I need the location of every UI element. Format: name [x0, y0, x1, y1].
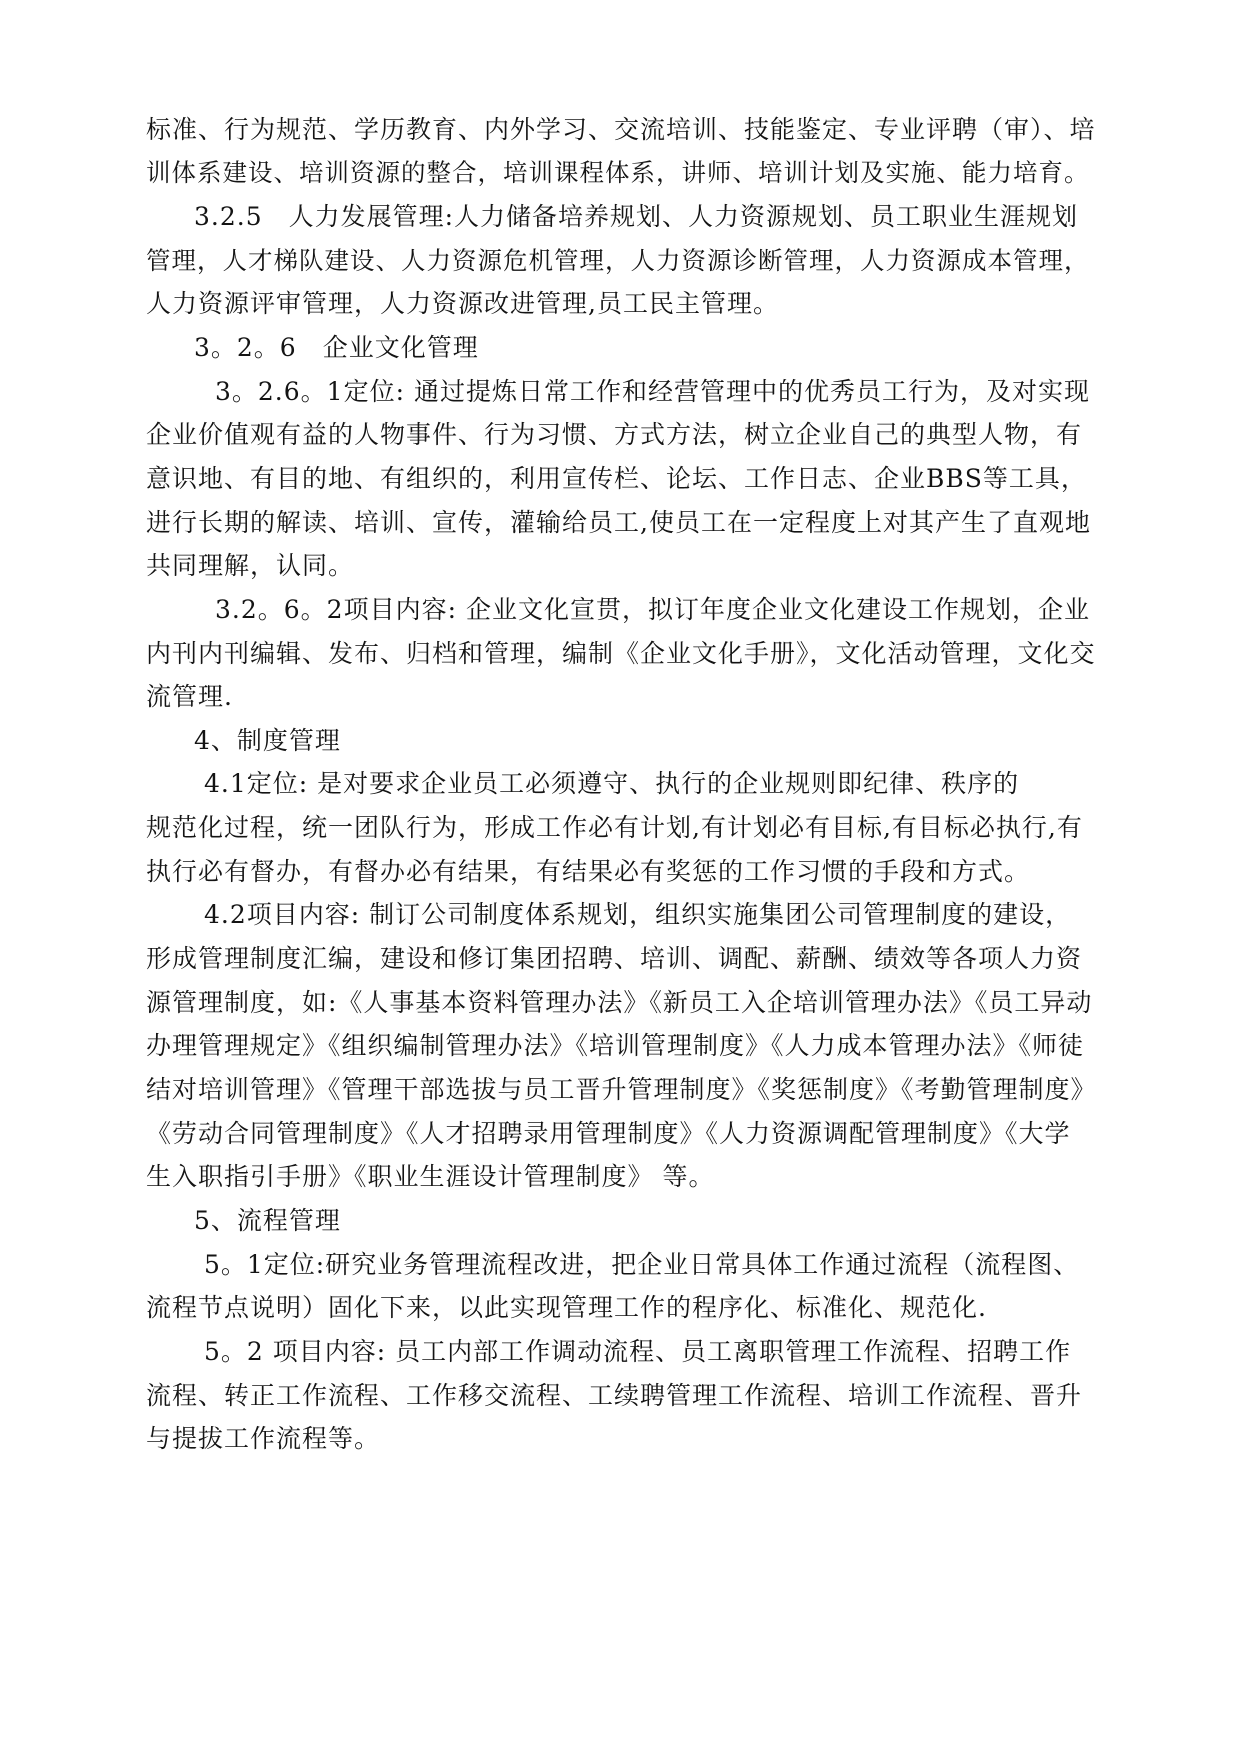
subsection-3-2-6-2: 3.2。6。2项目内容: 企业文化宣贯，拟订年度企业文化建设工作规划，企业 [215, 595, 1090, 624]
text-line: 形成管理制度汇编，建设和修订集团招聘、培训、调配、薪酬、绩效等各项人力资 [146, 944, 1083, 973]
text-line: 共同理解，认同。 [146, 551, 355, 580]
text-line: 结对培训管理》《管理干部选拔与员工晋升管理制度》《奖惩制度》《考勤管理制度》 [146, 1075, 1097, 1104]
section-heading-3-2-5: 3.2.5 人力发展管理:人力储备培养规划、人力资源规划、员工职业生涯规划 [194, 202, 1079, 231]
text-line: 《劳动合同管理制度》《人才招聘录用管理制度》《人力资源调配管理制度》《大学 [146, 1119, 1071, 1148]
text-line: 流程、转正工作流程、工作移交流程、工续聘管理工作流程、培训工作流程、晋升 [146, 1381, 1083, 1410]
text-line: 人力资源评审管理，人力资源改进管理,员工民主管理。 [146, 289, 779, 318]
text-line: 执行必有督办，有督办必有结果，有结果必有奖惩的工作习惯的手段和方式。 [146, 857, 1031, 886]
text-line: 源管理制度，如:《人事基本资料管理办法》《新员工入企培训管理办法》《员工异动 [146, 988, 1093, 1017]
text-line: 内刊内刊编辑、发布、归档和管理，编制《企业文化手册》，文化活动管理，文化交 [146, 639, 1096, 668]
text-line: 管理，人才梯队建设、人力资源危机管理，人力资源诊断管理，人力资源成本管理， [146, 246, 1090, 275]
text-line: 生入职指引手册》《职业生涯设计管理制度》 等。 [146, 1162, 715, 1191]
section-heading-5: 5、流程管理 [194, 1206, 341, 1235]
text-line: 训体系建设、培训资源的整合，培训课程体系，讲师、培训计划及实施、能力培育。 [146, 158, 1090, 187]
subsection-4-1: 4.1定位: 是对要求企业员工必须遵守、执行的企业规则即纪律、秩序的 [204, 769, 1020, 798]
text-line: 流程节点说明）固化下来，以此实现管理工作的程序化、标准化、规范化. [146, 1293, 987, 1322]
text-line: 意识地、有目的地、有组织的，利用宣传栏、论坛、工作日志、企业BBS等工具， [146, 464, 1087, 493]
section-heading-4: 4、制度管理 [194, 726, 341, 755]
subsection-5-1: 5。1定位:研究业务管理流程改进，把企业日常具体工作通过流程（流程图、 [204, 1250, 1080, 1279]
text-line: 标准、行为规范、学历教育、内外学习、交流培训、技能鉴定、专业评聘（审）、培 [146, 115, 1096, 144]
text-line: 与提拔工作流程等。 [146, 1424, 381, 1453]
text-line: 企业价值观有益的人物事件、行为习惯、方式方法，树立企业自己的典型人物，有 [146, 420, 1083, 449]
subsection-5-2: 5。2 项目内容: 员工内部工作调动流程、员工离职管理工作流程、招聘工作 [204, 1337, 1072, 1366]
text-line: 流管理. [146, 682, 233, 711]
subsection-4-2: 4.2项目内容: 制订公司制度体系规划，组织实施集团公司管理制度的建设， [204, 900, 1072, 929]
section-heading-3-2-6: 3。2。6 企业文化管理 [194, 333, 479, 362]
text-line: 规范化过程，统一团队行为，形成工作必有计划,有计划必有目标,有目标必执行,有 [146, 813, 1083, 842]
subsection-3-2-6-1: 3。2.6。1定位: 通过提炼日常工作和经营管理中的优秀员工行为，及对实现 [215, 377, 1090, 406]
text-line: 进行长期的解读、培训、宣传，灌输给员工,使员工在一定程度上对其产生了直观地 [146, 508, 1091, 537]
text-line: 办理管理规定》《组织编制管理办法》《培训管理制度》《人力成本管理办法》《师徒 [146, 1031, 1085, 1060]
